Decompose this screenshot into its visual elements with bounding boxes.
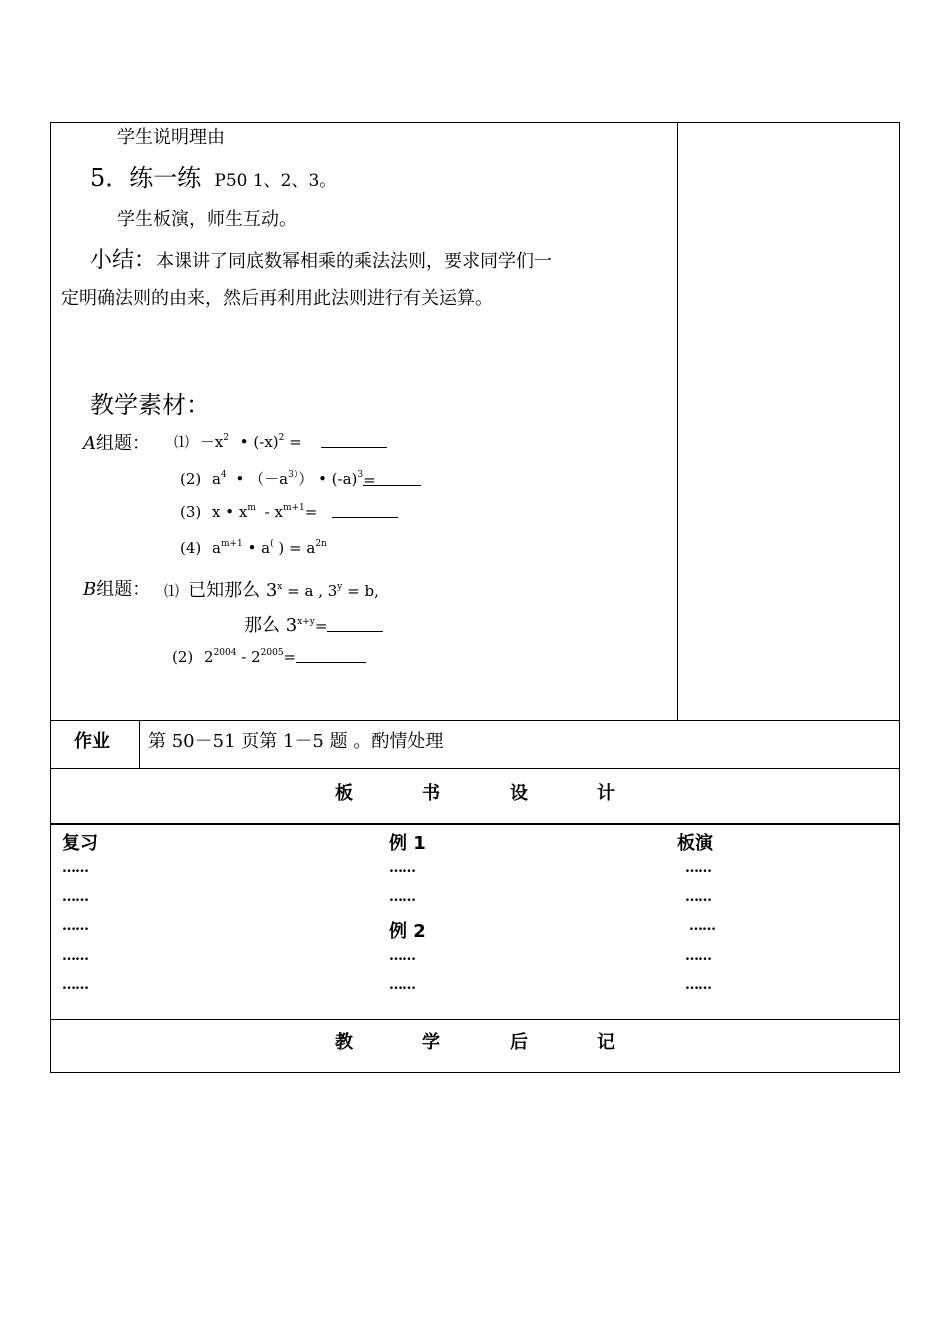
q-exponent: x bbox=[277, 582, 283, 592]
homework-label: 作业 bbox=[74, 731, 110, 752]
table-left-border bbox=[50, 122, 51, 1073]
q-exponent: 3 bbox=[357, 470, 364, 480]
board-dots: …… bbox=[389, 860, 415, 876]
summary-line bbox=[90, 243, 552, 274]
board-dots: …… bbox=[389, 977, 415, 993]
group-a-label bbox=[83, 429, 150, 455]
table-right-border bbox=[899, 122, 900, 1073]
board-col-example1-heading: 例 1 bbox=[389, 833, 426, 854]
practice-reference: P50 1、2、3。 bbox=[214, 171, 337, 191]
q-text: 那么 3 bbox=[244, 615, 298, 636]
q-number: (3) bbox=[180, 503, 202, 521]
group-b-question-1 bbox=[164, 576, 379, 602]
q-equals: = bbox=[314, 617, 328, 635]
board-col-example2-heading: 例 2 bbox=[389, 921, 426, 942]
board-dots: …… bbox=[62, 860, 88, 876]
group-a-question-3 bbox=[180, 503, 398, 521]
answer-blank[interactable] bbox=[296, 648, 366, 663]
board-dots: …… bbox=[689, 918, 715, 934]
q-exponent: 4 bbox=[220, 470, 227, 480]
q-equals: = bbox=[289, 433, 302, 451]
q-term: - 2 bbox=[236, 648, 261, 666]
q-exponent: ( bbox=[270, 539, 274, 549]
practice-line bbox=[90, 158, 336, 193]
homework-label-divider bbox=[139, 720, 140, 769]
q-exponent: 2004 bbox=[213, 648, 237, 658]
summary-text-first: 本课讲了同底数幂相乘的乘法法则，要求同学们一 bbox=[156, 251, 553, 272]
practice-heading: 5．练一练 bbox=[90, 164, 202, 192]
group-a-question-2 bbox=[180, 467, 421, 489]
q-term: ） • (-a) bbox=[298, 470, 358, 488]
q-exponent: m bbox=[247, 503, 256, 513]
q-term: －x bbox=[199, 433, 224, 451]
q-equals: = bbox=[363, 471, 376, 489]
board-dots: …… bbox=[62, 977, 88, 993]
board-title-char: 板 bbox=[335, 783, 353, 804]
afterword-title-char: 后 bbox=[510, 1032, 528, 1053]
board-dots: …… bbox=[62, 918, 88, 934]
content-column-divider bbox=[677, 122, 678, 721]
q-number: (2) bbox=[180, 470, 202, 488]
q-exponent: 2n bbox=[315, 539, 327, 549]
board-title-char: 计 bbox=[597, 783, 615, 804]
table-bottom-border bbox=[50, 1072, 900, 1073]
q-term: 2 bbox=[204, 648, 214, 666]
q-exponent: m+1 bbox=[282, 503, 305, 513]
homework-text: 第 50－51 页第 1－5 题 。酌情处理 bbox=[148, 731, 444, 752]
group-a-label-text: 组题： bbox=[96, 433, 150, 454]
afterword-title-char: 教 bbox=[335, 1032, 353, 1053]
answer-blank[interactable] bbox=[327, 617, 383, 632]
board-dots: …… bbox=[685, 860, 711, 876]
group-b-letter: B bbox=[83, 579, 97, 600]
q-term: • a bbox=[242, 539, 271, 557]
q-number: ⑴ bbox=[164, 582, 180, 600]
q-number: (2) bbox=[172, 648, 194, 666]
q-exponent: 2 bbox=[223, 433, 229, 443]
q-exponent: 2 bbox=[278, 433, 285, 443]
board-dots: …… bbox=[685, 948, 711, 964]
summary-label: 小结： bbox=[90, 248, 157, 273]
q-term: = b, bbox=[342, 582, 379, 600]
board-dots: …… bbox=[389, 948, 415, 964]
q-term: a bbox=[212, 470, 221, 488]
q-term: ) = a bbox=[273, 539, 316, 557]
q-equals: = bbox=[283, 648, 297, 666]
q-exponent: y bbox=[337, 582, 343, 592]
materials-title: 教学素材： bbox=[90, 391, 210, 419]
q-exponent: m+1 bbox=[220, 539, 243, 549]
group-a-question-4 bbox=[180, 539, 327, 557]
board-title-bottom bbox=[50, 823, 900, 825]
q-term: - x bbox=[264, 503, 283, 521]
q-term: a bbox=[212, 539, 221, 557]
group-b-question-1-then bbox=[244, 611, 383, 637]
board-title-char: 设 bbox=[510, 783, 528, 804]
group-a-question-1 bbox=[174, 431, 387, 452]
board-dots: …… bbox=[389, 889, 415, 905]
board-dots: …… bbox=[685, 977, 711, 993]
homework-row-top bbox=[50, 720, 900, 721]
answer-blank[interactable] bbox=[332, 503, 398, 518]
board-dots: …… bbox=[62, 889, 88, 905]
board-col-demo-heading: 板演 bbox=[677, 833, 713, 854]
group-b-label bbox=[83, 575, 150, 601]
board-title-char: 书 bbox=[422, 783, 440, 804]
board-dots: …… bbox=[62, 948, 88, 964]
student-explain-text: 学生说明理由 bbox=[117, 127, 225, 148]
board-col-review-heading: 复习 bbox=[62, 833, 98, 854]
q-exponent: 3） bbox=[288, 470, 299, 480]
q-number: ⑴ bbox=[174, 433, 190, 451]
q-equals: = bbox=[304, 503, 318, 521]
board-exercise-text: 学生板演，师生互动。 bbox=[117, 209, 297, 230]
group-a-letter: A bbox=[83, 433, 96, 454]
q-exponent: 2005 bbox=[260, 648, 284, 658]
answer-blank[interactable] bbox=[363, 471, 421, 489]
q-text: 已知那么 3 bbox=[188, 580, 278, 601]
afterword-row-top bbox=[50, 1019, 900, 1020]
group-b-label-text: 组题： bbox=[96, 579, 151, 600]
q-term: x • x bbox=[212, 503, 248, 521]
board-row-top bbox=[50, 768, 900, 769]
answer-blank[interactable] bbox=[321, 433, 387, 448]
q-term: = a , 3 bbox=[282, 582, 338, 600]
afterword-title-char: 记 bbox=[597, 1032, 615, 1053]
group-b-question-2 bbox=[172, 648, 366, 666]
afterword-title-char: 学 bbox=[422, 1032, 440, 1053]
q-exponent: x+y bbox=[297, 617, 315, 627]
q-term: • （－a bbox=[235, 470, 289, 488]
summary-text-second: 定明确法则的由来，然后再利用此法则进行有关运算。 bbox=[61, 288, 493, 309]
board-dots: …… bbox=[685, 889, 711, 905]
q-term: • (-x) bbox=[239, 433, 279, 451]
q-number: (4) bbox=[180, 539, 202, 557]
